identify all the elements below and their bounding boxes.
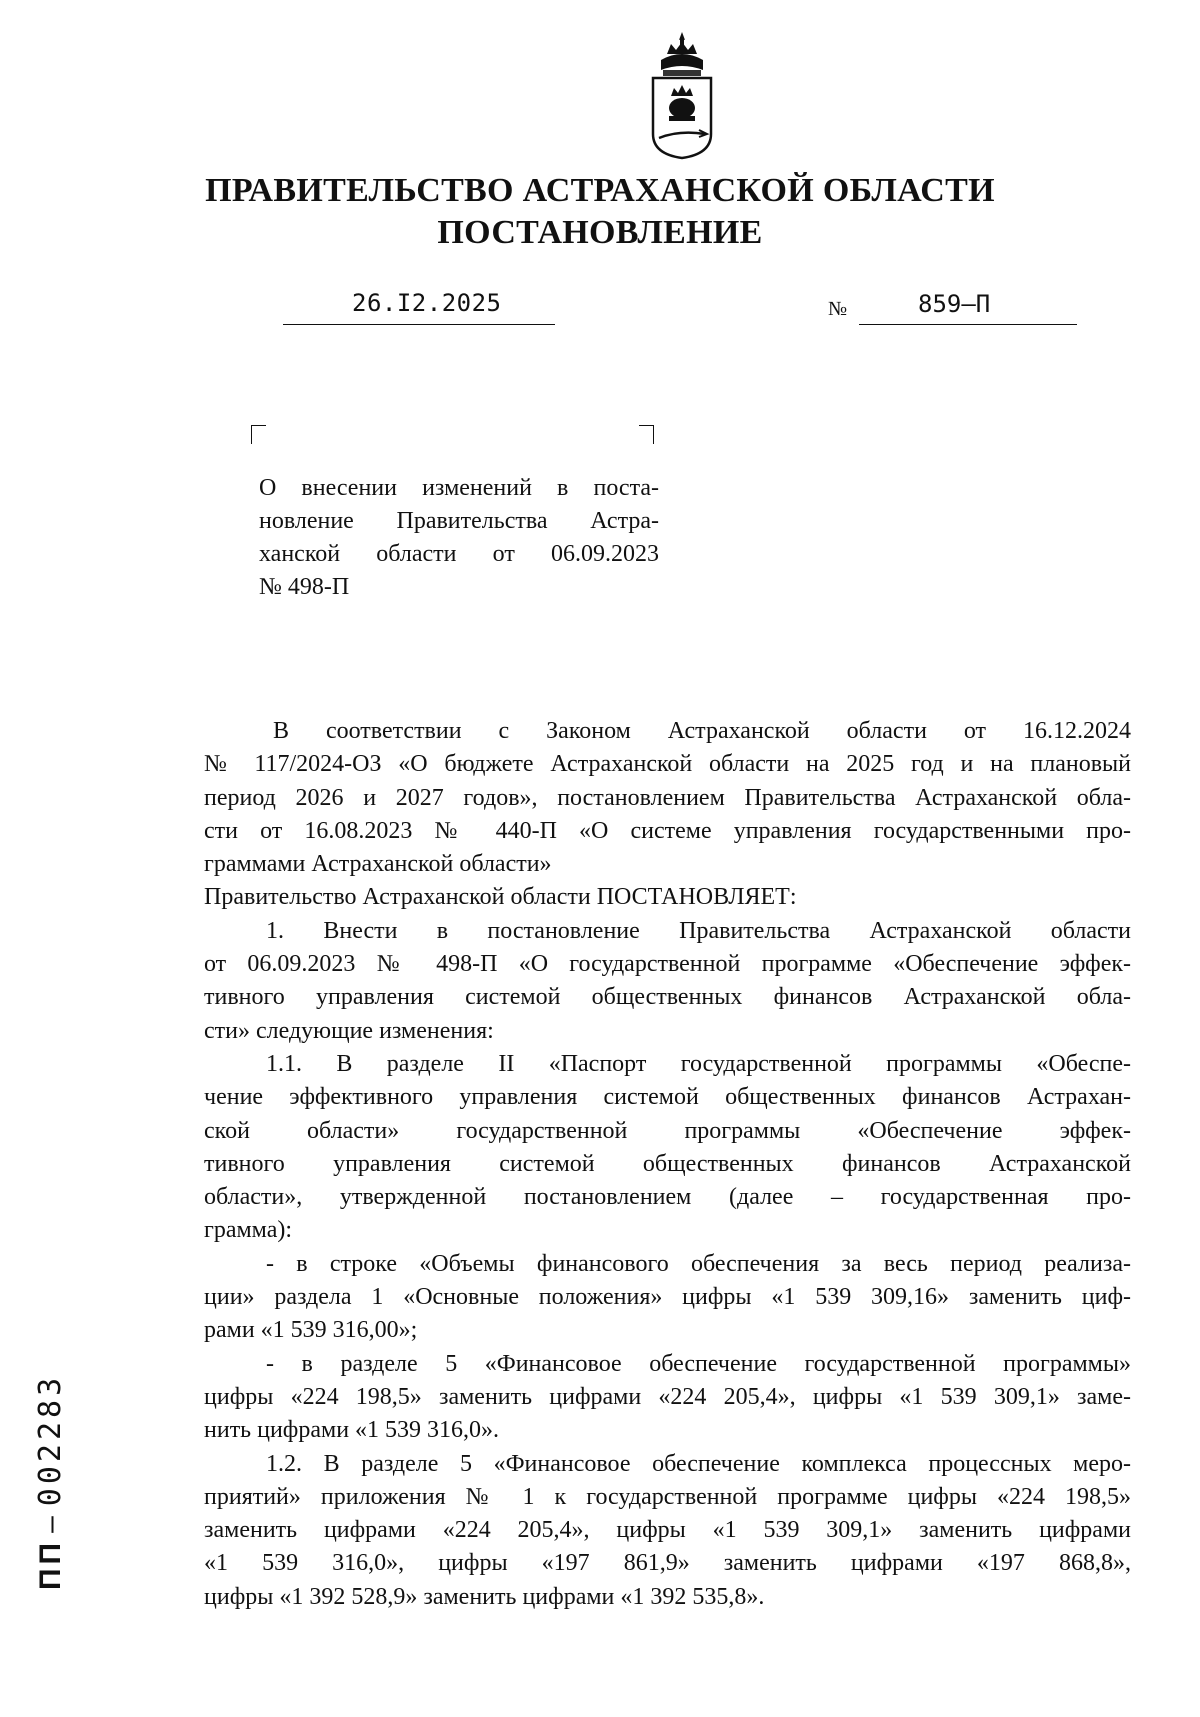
body-line: тивного управления системой общественных финансов Астраханской [204,1150,1131,1177]
subject-line: О внесении изменений в поста- [259,475,659,501]
number-sign: № [828,298,848,320]
body-line: сти от 16.08.2023 № 440-П «О системе управления государственными про- [204,817,1131,844]
body-line: - в разделе 5 «Финансовое обеспечение государственной программы» [266,1350,1131,1377]
body-line: 1.2. В разделе 5 «Финансовое обеспечение комплекса процессных меро- [266,1450,1131,1477]
serial-code [33,1374,68,1590]
body-line: сти» следующие изменения: [204,1017,494,1044]
serial-prefix: ПП [34,1538,67,1590]
body-line: № 117/2024-ОЗ «О бюджете Астраханской области на 2025 год и на плановый [204,751,1131,778]
body-line: В соответствии с Законом Астраханской области от 16.12.2024 [273,718,1131,744]
body-line: от 06.09.2023 № 498-П «О государственной программе «Обеспечение эффек- [204,951,1131,978]
body-line: «1 539 316,0», цифры «197 861,9» заменить цифрами «197 868,8», [204,1550,1131,1577]
body-line: ции» раздела 1 «Основные положения» цифры «1 539 309,16» заменить циф- [204,1284,1131,1311]
body-line: заменить цифрами «224 205,4», цифры «1 539 309,1» заменить цифрами [204,1517,1131,1544]
body-line: период 2026 и 2027 годов», постановлением Правительства Астраханской обла- [204,784,1131,811]
subject-line: новление Правительства Астра- [259,508,659,534]
body-line: приятий» приложения № 1 к государственной программе цифры «224 198,5» [204,1483,1131,1510]
title-line-2: ПОСТАНОВЛЕНИЕ [437,214,763,251]
body-line: области», утвержденной постановлением (далее – государственная про- [204,1184,1131,1211]
government-title [0,170,1200,254]
body-line: ской области» государственной программы «Обеспечение эффек- [204,1117,1131,1144]
subject-line: № 498-П [259,574,350,600]
serial-separator: – [34,1512,67,1533]
body-line: цифры «224 198,5» заменить цифрами «224 205,4», цифры «1 539 309,1» заме- [204,1383,1131,1410]
subject-corner-left [251,425,266,444]
body-line: Правительство Астраханской области ПОСТАНОВЛЯЕТ: [204,884,797,911]
subject-line: ханской области от 06.09.2023 [259,541,659,567]
astrakhan-coat-of-arms-icon [641,30,723,160]
document-date: 26.I2.2025 [352,289,502,317]
body-line: цифры «1 392 528,9» заменить цифрами «1 392 535,8». [204,1583,765,1610]
body-line: чение эффективного управления системой общественных финансов Астрахан- [204,1084,1131,1111]
body-line: грамма): [204,1217,293,1244]
serial-number: 002283 [33,1373,68,1507]
body-line: 1. Внести в постановление Правительства Астраханской области [266,917,1131,944]
body-line: нить цифрами «1 539 316,0». [204,1417,500,1444]
document-subject [259,472,659,604]
body-line: 1.1. В разделе II «Паспорт государственной программы «Обеспе- [266,1050,1131,1077]
document-number: 859–П [918,290,991,318]
body-line: граммами Астраханской области» [204,851,552,878]
body-line: тивного управления системой общественных финансов Астраханской обла- [204,984,1131,1011]
body-line: - в строке «Объемы финансового обеспечения за весь период реализа- [266,1250,1131,1277]
subject-corner-right [639,425,654,444]
title-line-1: ПРАВИТЕЛЬСТВО АСТРАХАНСКОЙ ОБЛАСТИ [205,172,995,209]
body-line: рами «1 539 316,00»; [204,1317,418,1344]
document-body [204,715,1131,1614]
